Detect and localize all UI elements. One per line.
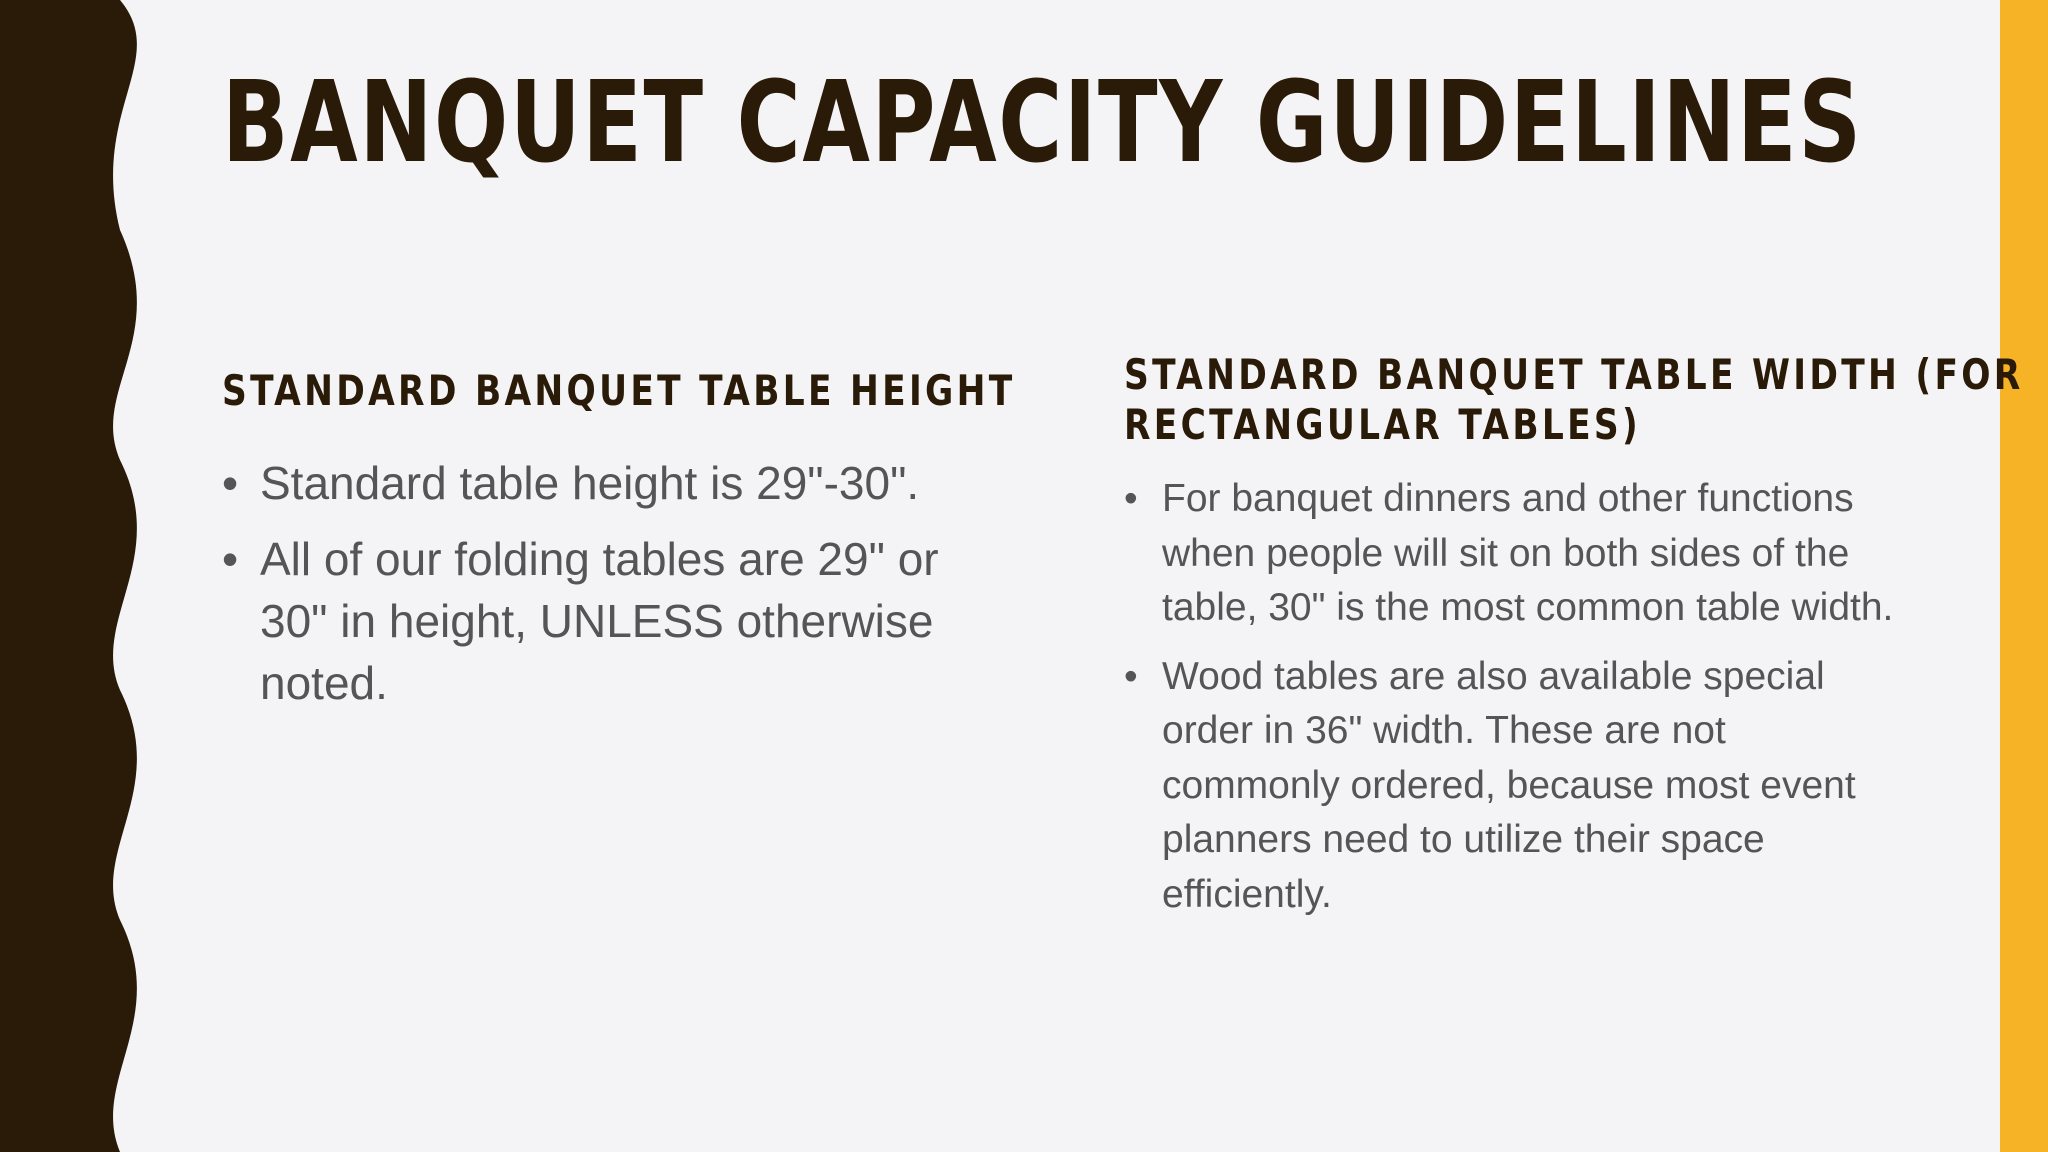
- bullet-icon: •: [222, 533, 239, 585]
- left-bullet-list: [222, 452, 1002, 728]
- list-item: [1124, 472, 1914, 636]
- right-column-heading: [1124, 350, 2024, 450]
- bullet-text: All of our folding tables are 29" or 30" in height, UNLESS otherwise noted.: [260, 533, 939, 709]
- bullet-icon: •: [1124, 654, 1138, 698]
- right-heading-line2: RECTANGULAR TABLES): [1124, 400, 1642, 449]
- list-item: [1124, 650, 1914, 923]
- right-heading-line1: STANDARD BANQUET TABLE WIDTH (FOR: [1124, 350, 2024, 399]
- left-wave-border: [0, 0, 160, 1152]
- bullet-icon: •: [222, 457, 239, 509]
- right-accent-bar: [2000, 0, 2048, 1152]
- slide-title: BANQUET CAPACITY GUIDELINES: [222, 58, 1863, 188]
- right-bullet-list: [1124, 472, 1914, 936]
- bullet-text: Wood tables are also available special order in 36" width. These are not commonly ordered, because most event planners need to utilize their space efficiently.: [1162, 654, 1856, 916]
- list-item: [222, 452, 1002, 514]
- bullet-text: For banquet dinners and other functions when people will sit on both sides of the table, 30" is the most common table width.: [1162, 477, 1894, 629]
- left-column-heading: STANDARD BANQUET TABLE HEIGHT: [222, 366, 1016, 415]
- list-item: [222, 528, 1002, 714]
- bullet-icon: •: [1124, 477, 1138, 520]
- bullet-text: Standard table height is 29"-30".: [260, 457, 920, 509]
